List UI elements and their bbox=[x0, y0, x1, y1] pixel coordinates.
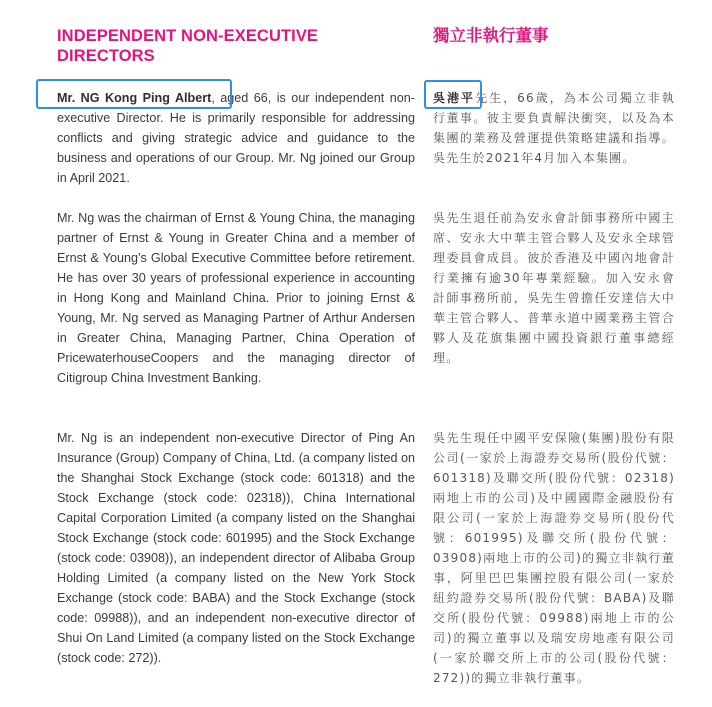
english-column bbox=[57, 26, 415, 665]
section-heading-en: INDEPENDENT NON-EXECUTIVE DIRECTORS bbox=[57, 27, 319, 65]
bio-paragraph-3-zh: 吳先生現任中國平安保險(集團)股份有限公司(一家於上海證券交易所(股份代號：601318)及聯交所(股份代號：02318)兩地上市的公司)及中國國際金融股份有限公司(一家於上海證券交易所(股份代號：601995)及聯交所(股份代號：03908)兩地上市的公司)的獨立非執行董事，阿里巴巴集團控股有限公司(一家於紐約證券交易所(股份代號：BABA)及聯交所(股份代號：09988)兩地上市的公司)的獨立董事以及瑞安房地產有限公司(一家於聯交所上市的公司(股份代號：272))的獨立非執行董事。 bbox=[433, 431, 675, 685]
bio-paragraph-1-en-text: , aged 66, is our independent non-executive Director. He is primarily responsible for addressing conflicts and giving strategic advice and guidance to the business and operations of our Group. Mr. Ng joined our Group in April 2021. bbox=[57, 91, 415, 185]
chinese-column bbox=[433, 26, 675, 685]
director-name-en[interactable]: Mr. NG Kong Ping Albert bbox=[57, 91, 212, 105]
bio-paragraph-1-zh-text: 先生，66歲，為本公司獨立非執行董事。彼主要負責解決衝突，以及為本集團的業務及營運提供策略建議和指導。吳先生於2021年4月加入本集團。 bbox=[433, 91, 675, 165]
bio-paragraph-3-en: Mr. Ng is an independent non-executive Director of Ping An Insurance (Group) Company of China, Ltd. (a company listed on the Shanghai Stock Exchange (stock code: 601318) and the Stock Exchange (stock code: 02318)), China International Capital Corporation Limited (a company listed on the Shanghai Stock Exchange (stock code: 601995) and the Stock Exchange (stock code: 03908)), an independent director of Alibaba Group Holding Limited (a company listed on the New York Stock Exchange (stock code: BABA) and the Stock Exchange (stock code: 09988)), and an independent non-executive director of Shui On Land Limited (a company listed on the Stock Exchange (stock code: 272)). bbox=[57, 431, 415, 665]
bio-paragraph-2-en: Mr. Ng was the chairman of Ernst & Young China, the managing partner of Ernst & Young in Greater China and a member of Ernst & Young’s Global Executive Committee before retirement. He has over 30 years of professional experience in accounting in Hong Kong and Mainland China. Prior to joining Ernst & Young, Mr. Ng served as Managing Partner of Arthur Andersen in Greater China, Managing Partner, China Operation of PricewaterhouseCoopers and the managing director of Citigroup China Investment Banking. bbox=[57, 211, 415, 385]
section-heading-zh: 獨立非執行董事 bbox=[433, 26, 549, 45]
bio-paragraph-2-zh: 吳先生退任前為安永會計師事務所中國主席、安永大中華主管合夥人及安永全球管理委員會成員。彼於香港及中國內地會計行業擁有逾30年專業經驗。加入安永會計師事務所前，吳先生曾擔任安達信大中華主管合夥人、普華永道中國業務主管合夥人及花旗集團中國投資銀行董事總經理。 bbox=[433, 211, 675, 365]
bio-paragraph-1-zh bbox=[433, 88, 675, 168]
director-name-zh[interactable]: 吳港平 bbox=[433, 91, 476, 105]
bio-paragraph-1-en bbox=[57, 88, 415, 188]
